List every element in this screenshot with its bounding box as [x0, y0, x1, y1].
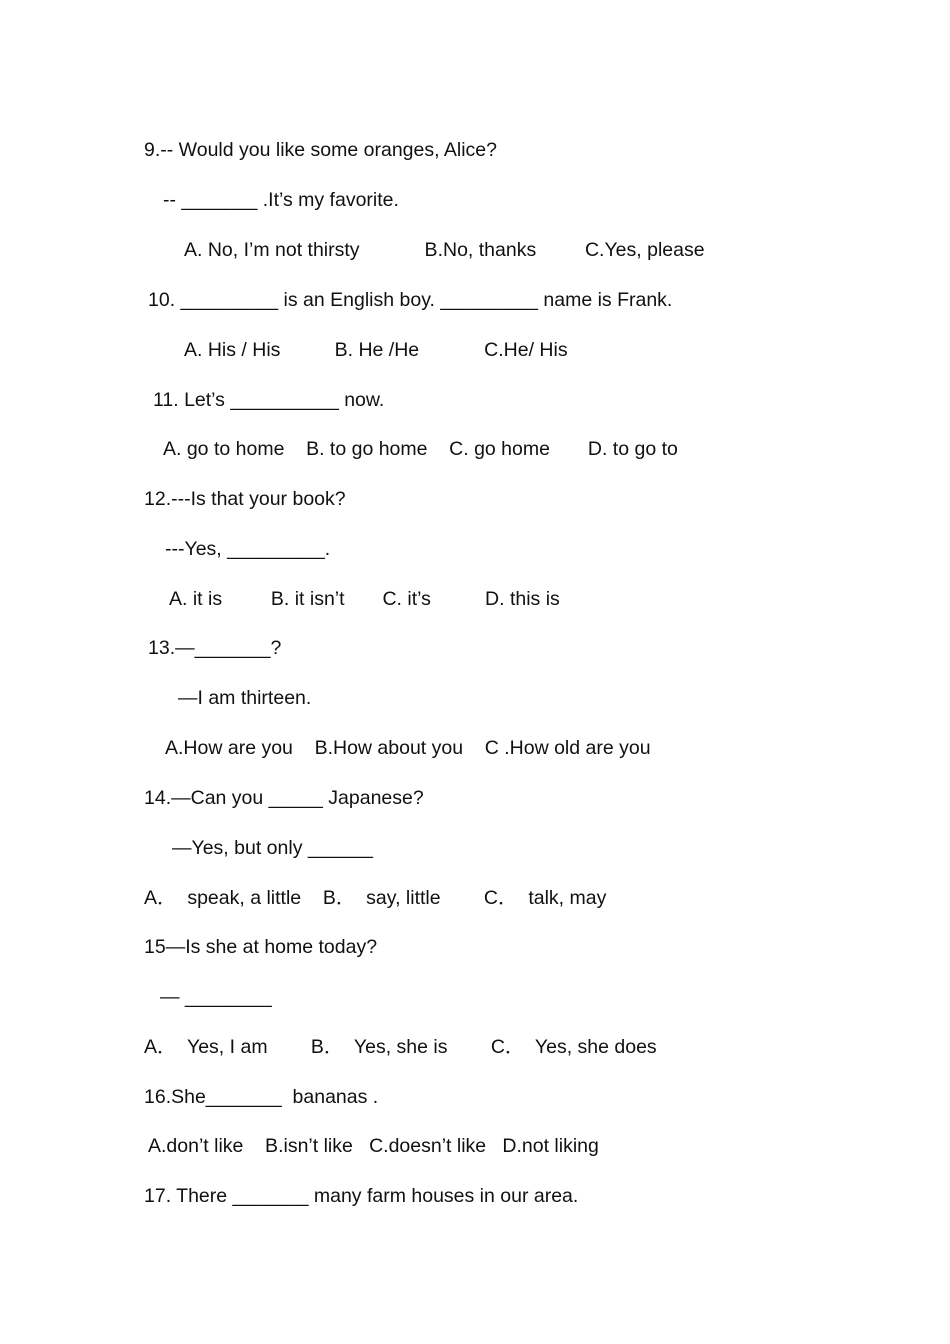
question-9-response: -- _______ .It’s my favorite.: [163, 189, 399, 211]
question-13-options: A.How are you B.How about you C .How old are you: [165, 737, 651, 759]
question-12-response: ---Yes, _________.: [165, 538, 331, 560]
question-12-options: A. it is B. it isn’t C. it’s D. this is: [169, 588, 560, 610]
question-10-prompt: 10. _________ is an English boy. _________ name is Frank.: [148, 289, 673, 311]
question-14-response: —Yes, but only ______: [172, 837, 373, 859]
question-16-prompt: 16.She_______ bananas .: [144, 1086, 379, 1108]
question-14-prompt: 14.—Can you _____ Japanese?: [144, 787, 424, 809]
question-15-prompt: 15—Is she at home today?: [144, 936, 378, 958]
question-9-options: A. No, I’m not thirsty B.No, thanks C.Yes, please: [184, 239, 705, 261]
question-17-prompt: 17. There _______ many farm houses in our area.: [144, 1185, 579, 1207]
question-11-options: A. go to home B. to go home C. go home D. to go to: [163, 438, 678, 460]
question-16-options: A.don’t like B.isn’t like C.doesn’t like D.not liking: [148, 1135, 599, 1157]
question-10-options: A. His / His B. He /He C.He/ His: [184, 339, 568, 361]
question-15-response: — ________: [160, 986, 272, 1008]
question-13-response: —I am thirteen.: [178, 687, 312, 709]
question-9-prompt: 9.-- Would you like some oranges, Alice?: [144, 139, 497, 161]
question-14-options: A． speak, a little B． say, little C． talk, may: [144, 887, 607, 909]
question-13-prompt: 13.—_______?: [148, 637, 282, 659]
question-12-prompt: 12.---Is that your book?: [144, 488, 346, 510]
question-15-options: A． Yes, I am B． Yes, she is C． Yes, she does: [144, 1036, 657, 1058]
question-11-prompt: 11. Let’s __________ now.: [153, 389, 385, 411]
